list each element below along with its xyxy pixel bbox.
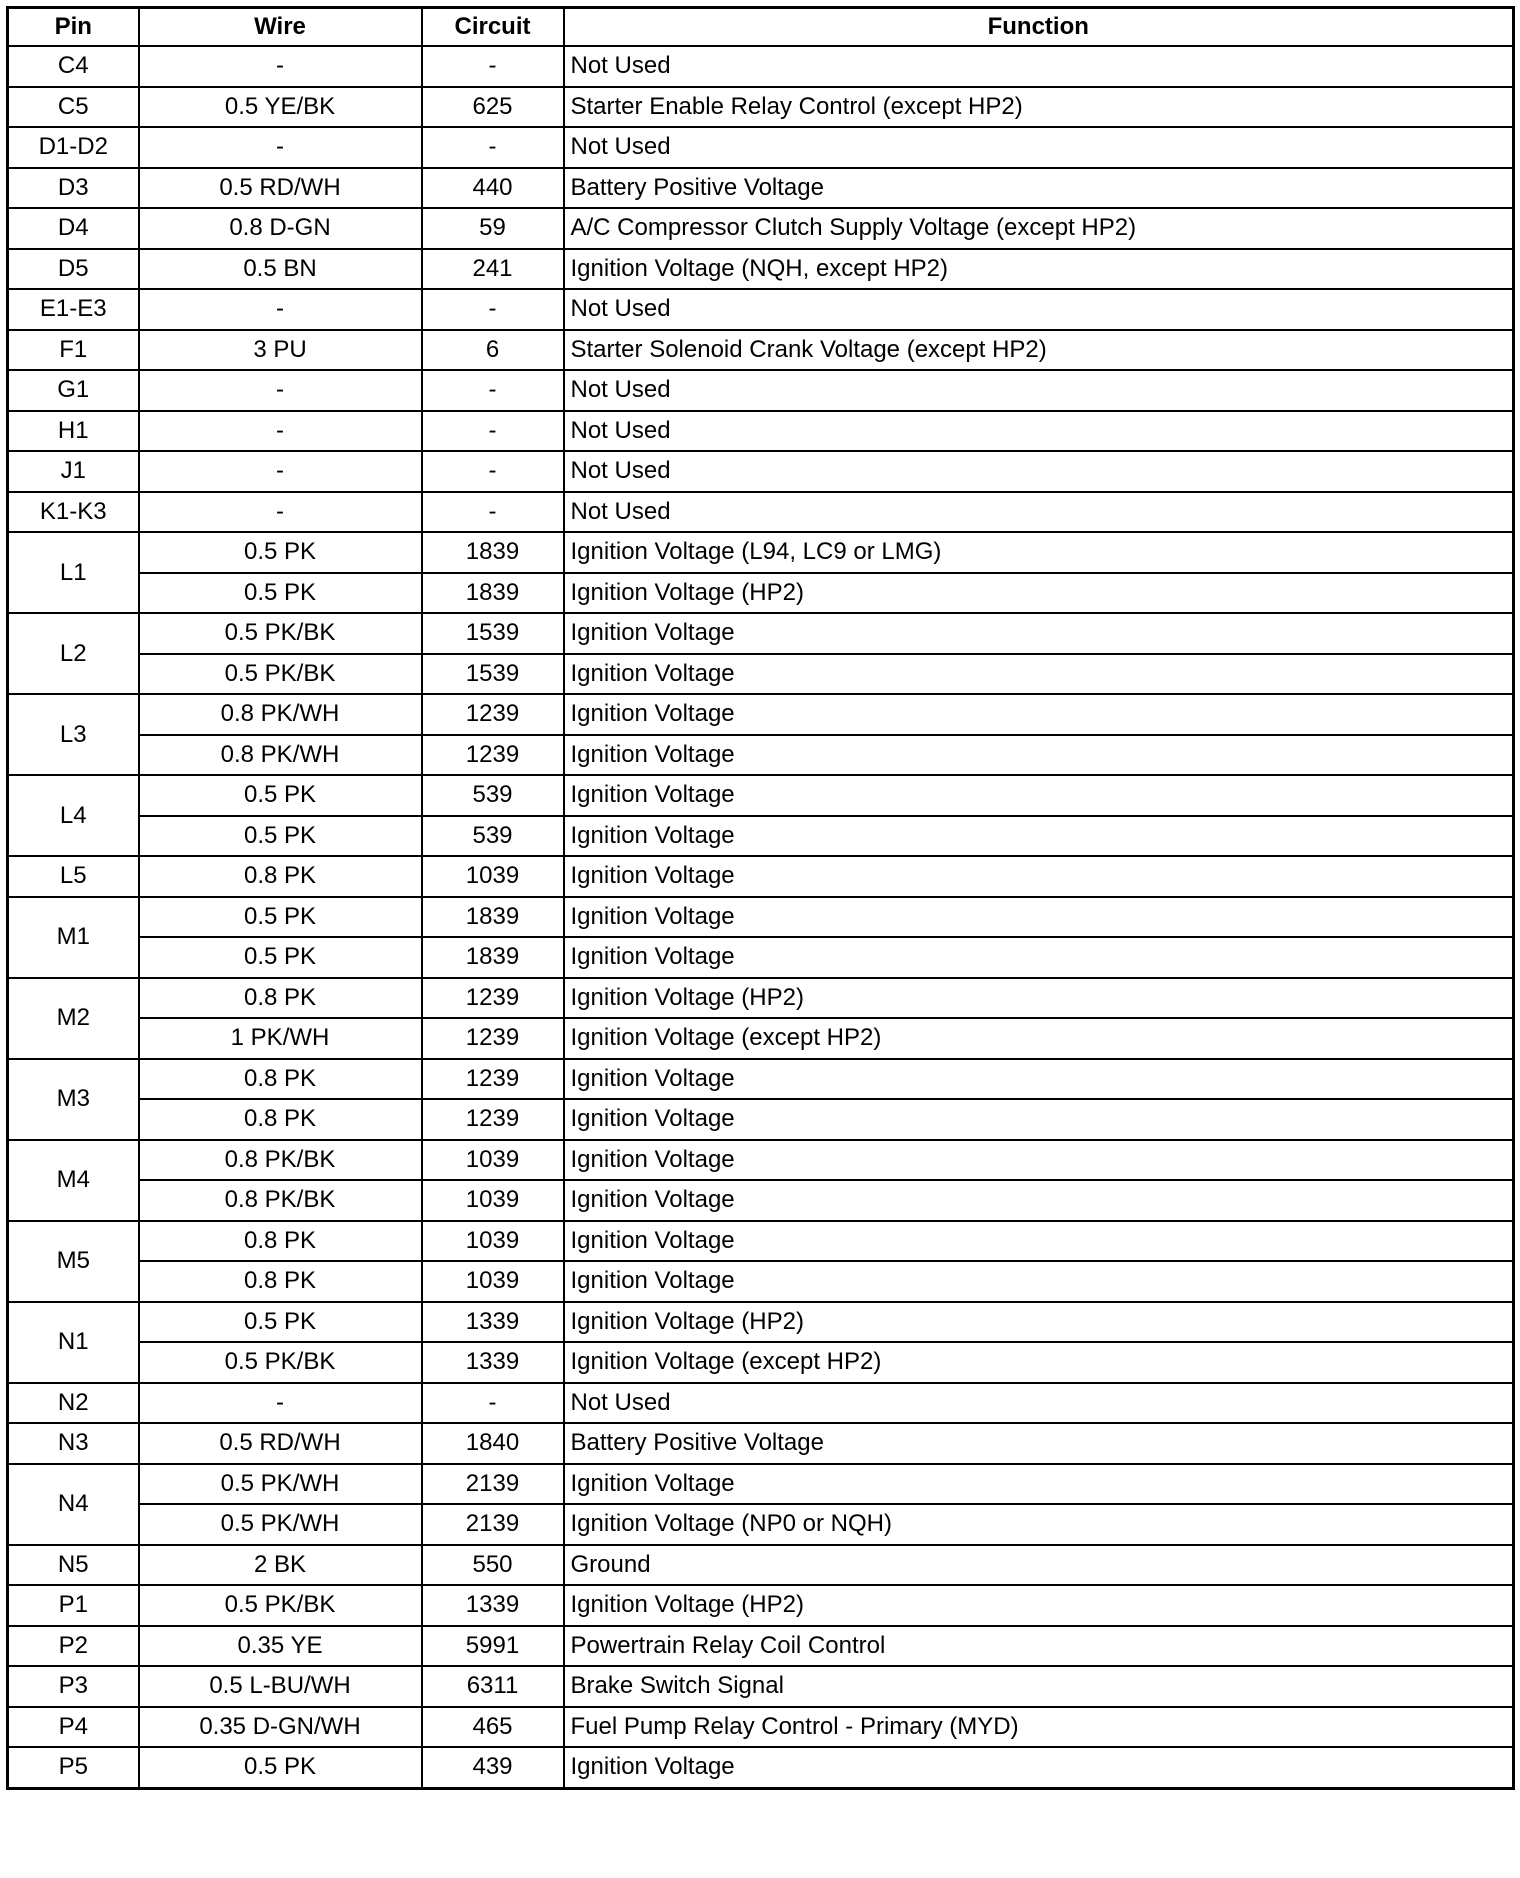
wire-cell: 0.8 PK/BK [139,1140,422,1181]
wire-cell: 0.35 D-GN/WH [139,1707,422,1748]
table-row [8,1180,1514,1221]
circuit-cell: 1839 [422,532,564,573]
function-cell: Ignition Voltage [564,856,1514,897]
wire-cell: 0.5 RD/WH [139,1423,422,1464]
circuit-cell: - [422,370,564,411]
function-cell: Ignition Voltage [564,775,1514,816]
table-row [8,168,1514,209]
wire-cell: - [139,127,422,168]
table-row [8,1585,1514,1626]
function-cell: Fuel Pump Relay Control - Primary (MYD) [564,1707,1514,1748]
circuit-cell: 1539 [422,613,564,654]
table-row [8,249,1514,290]
pin-cell: N5 [8,1545,139,1586]
wire-cell: 0.35 YE [139,1626,422,1667]
pin-cell: C5 [8,87,139,128]
circuit-cell: 625 [422,87,564,128]
pin-cell: D5 [8,249,139,290]
wire-cell: 0.8 PK/WH [139,735,422,776]
wire-cell: 2 BK [139,1545,422,1586]
circuit-cell: - [422,289,564,330]
wire-cell: 0.5 PK [139,897,422,938]
wire-cell: 0.8 PK [139,1261,422,1302]
pin-cell: L4 [8,775,139,856]
wire-cell: 0.8 PK [139,1059,422,1100]
wire-cell: 0.5 PK/WH [139,1504,422,1545]
pin-cell: F1 [8,330,139,371]
wire-cell: 0.8 PK/BK [139,1180,422,1221]
wire-cell: - [139,46,422,87]
table-row [8,1383,1514,1424]
circuit-cell: 1039 [422,856,564,897]
pinout-table [6,6,1515,1790]
table-row [8,1140,1514,1181]
wire-cell: 0.5 PK/BK [139,1585,422,1626]
table-row [8,1423,1514,1464]
circuit-cell: 2139 [422,1464,564,1505]
table-row [8,856,1514,897]
pin-cell: J1 [8,451,139,492]
pin-cell: H1 [8,411,139,452]
function-cell: Ignition Voltage [564,1464,1514,1505]
function-cell: Ignition Voltage (HP2) [564,573,1514,614]
circuit-cell: 1239 [422,735,564,776]
function-cell: Ground [564,1545,1514,1586]
wire-cell: 0.5 L-BU/WH [139,1666,422,1707]
table-header [8,8,1514,47]
function-cell: Ignition Voltage [564,1261,1514,1302]
pin-cell: M1 [8,897,139,978]
wire-cell: 0.5 YE/BK [139,87,422,128]
function-cell: Ignition Voltage [564,816,1514,857]
pin-cell: N1 [8,1302,139,1383]
header-row [8,8,1514,47]
wire-cell: - [139,289,422,330]
table-row [8,1626,1514,1667]
circuit-cell: 539 [422,775,564,816]
wire-cell: 0.5 PK [139,816,422,857]
wire-cell: - [139,492,422,533]
pin-cell: P5 [8,1747,139,1788]
function-cell: Not Used [564,492,1514,533]
circuit-cell: 1839 [422,937,564,978]
function-cell: Ignition Voltage (L94, LC9 or LMG) [564,532,1514,573]
circuit-cell: - [422,46,564,87]
wire-cell: - [139,1383,422,1424]
function-cell: Ignition Voltage [564,1180,1514,1221]
wire-cell: 0.8 PK [139,1099,422,1140]
function-cell: Powertrain Relay Coil Control [564,1626,1514,1667]
circuit-cell: 465 [422,1707,564,1748]
header-wire: Wire [139,8,422,47]
circuit-cell: 241 [422,249,564,290]
table-row [8,1545,1514,1586]
header-pin: Pin [8,8,139,47]
function-cell: Starter Solenoid Crank Voltage (except HP2) [564,330,1514,371]
table-row [8,1342,1514,1383]
table-row [8,1099,1514,1140]
wire-cell: 3 PU [139,330,422,371]
table-row [8,87,1514,128]
header-function: Function [564,8,1514,47]
pin-cell: E1-E3 [8,289,139,330]
table-row [8,1302,1514,1343]
table-row [8,1747,1514,1788]
table-row [8,451,1514,492]
function-cell: Ignition Voltage [564,1140,1514,1181]
table-row [8,613,1514,654]
function-cell: Not Used [564,451,1514,492]
pin-cell: L2 [8,613,139,694]
circuit-cell: 6311 [422,1666,564,1707]
circuit-cell: 1839 [422,897,564,938]
table-row [8,775,1514,816]
function-cell: A/C Compressor Clutch Supply Voltage (except HP2) [564,208,1514,249]
pin-cell: N4 [8,1464,139,1545]
table-row [8,1059,1514,1100]
pin-cell: C4 [8,46,139,87]
function-cell: Ignition Voltage [564,1099,1514,1140]
function-cell: Ignition Voltage [564,613,1514,654]
circuit-cell: 440 [422,168,564,209]
pin-cell: G1 [8,370,139,411]
circuit-cell: 1239 [422,1059,564,1100]
function-cell: Not Used [564,127,1514,168]
wire-cell: - [139,451,422,492]
table-row [8,816,1514,857]
wire-cell: 0.5 PK/BK [139,1342,422,1383]
wire-cell: 0.5 PK [139,573,422,614]
circuit-cell: - [422,411,564,452]
function-cell: Ignition Voltage [564,694,1514,735]
table-row [8,411,1514,452]
function-cell: Not Used [564,289,1514,330]
function-cell: Ignition Voltage [564,897,1514,938]
pin-cell: M2 [8,978,139,1059]
wire-cell: 0.5 PK/WH [139,1464,422,1505]
table-row [8,937,1514,978]
circuit-cell: - [422,1383,564,1424]
wire-cell: 0.8 PK [139,978,422,1019]
wire-cell: 0.5 BN [139,249,422,290]
table-row [8,1504,1514,1545]
table-row [8,1666,1514,1707]
table-row [8,573,1514,614]
function-cell: Ignition Voltage [564,735,1514,776]
table-row [8,492,1514,533]
wire-cell: 0.5 PK [139,1747,422,1788]
circuit-cell: - [422,451,564,492]
circuit-cell: 1840 [422,1423,564,1464]
function-cell: Not Used [564,411,1514,452]
table-row [8,127,1514,168]
function-cell: Ignition Voltage (HP2) [564,978,1514,1019]
pin-cell: N2 [8,1383,139,1424]
wire-cell: 0.5 PK [139,1302,422,1343]
circuit-cell: 550 [422,1545,564,1586]
function-cell: Ignition Voltage [564,654,1514,695]
pin-cell: P2 [8,1626,139,1667]
circuit-cell: 5991 [422,1626,564,1667]
circuit-cell: 1039 [422,1180,564,1221]
table-row [8,735,1514,776]
pin-cell: N3 [8,1423,139,1464]
circuit-cell: 1539 [422,654,564,695]
wire-cell: 0.5 PK [139,532,422,573]
function-cell: Ignition Voltage [564,1059,1514,1100]
table-row [8,532,1514,573]
circuit-cell: 1239 [422,694,564,735]
pin-cell: K1-K3 [8,492,139,533]
circuit-cell: - [422,127,564,168]
function-cell: Ignition Voltage (HP2) [564,1585,1514,1626]
circuit-cell: 1239 [422,1018,564,1059]
wire-cell: 1 PK/WH [139,1018,422,1059]
table-row [8,654,1514,695]
pin-cell: D3 [8,168,139,209]
pin-cell: L5 [8,856,139,897]
function-cell: Ignition Voltage (except HP2) [564,1342,1514,1383]
function-cell: Ignition Voltage [564,1221,1514,1262]
function-cell: Ignition Voltage (except HP2) [564,1018,1514,1059]
header-circuit: Circuit [422,8,564,47]
function-cell: Not Used [564,46,1514,87]
table-row [8,1221,1514,1262]
circuit-cell: 59 [422,208,564,249]
table-row [8,1018,1514,1059]
wire-cell: 0.8 D-GN [139,208,422,249]
table-row [8,289,1514,330]
function-cell: Battery Positive Voltage [564,1423,1514,1464]
wire-cell: 0.8 PK/WH [139,694,422,735]
function-cell: Not Used [564,1383,1514,1424]
table-row [8,1707,1514,1748]
circuit-cell: 439 [422,1747,564,1788]
table-row [8,694,1514,735]
table-row [8,897,1514,938]
function-cell: Ignition Voltage [564,937,1514,978]
circuit-cell: 1039 [422,1261,564,1302]
table-row [8,370,1514,411]
table-row [8,1261,1514,1302]
pin-cell: M3 [8,1059,139,1140]
circuit-cell: 1039 [422,1221,564,1262]
table-row [8,330,1514,371]
circuit-cell: 1839 [422,573,564,614]
pin-cell: P4 [8,1707,139,1748]
function-cell: Ignition Voltage (HP2) [564,1302,1514,1343]
pin-cell: P1 [8,1585,139,1626]
circuit-cell: 1339 [422,1342,564,1383]
function-cell: Battery Positive Voltage [564,168,1514,209]
pin-cell: D1-D2 [8,127,139,168]
circuit-cell: - [422,492,564,533]
circuit-cell: 1239 [422,978,564,1019]
circuit-cell: 6 [422,330,564,371]
pin-cell: L1 [8,532,139,613]
pin-cell: L3 [8,694,139,775]
pin-cell: M4 [8,1140,139,1221]
wire-cell: 0.5 PK [139,775,422,816]
wire-cell: 0.5 RD/WH [139,168,422,209]
table-row [8,978,1514,1019]
wire-cell: 0.8 PK [139,1221,422,1262]
wire-cell: 0.5 PK/BK [139,654,422,695]
wire-cell: - [139,411,422,452]
circuit-cell: 2139 [422,1504,564,1545]
circuit-cell: 1239 [422,1099,564,1140]
wire-cell: 0.5 PK [139,937,422,978]
circuit-cell: 539 [422,816,564,857]
table-row [8,1464,1514,1505]
pin-cell: M5 [8,1221,139,1302]
pin-cell: P3 [8,1666,139,1707]
wire-cell: - [139,370,422,411]
circuit-cell: 1339 [422,1302,564,1343]
table-row [8,46,1514,87]
circuit-cell: 1039 [422,1140,564,1181]
function-cell: Ignition Voltage (NQH, except HP2) [564,249,1514,290]
wire-cell: 0.5 PK/BK [139,613,422,654]
table-body [8,46,1514,1788]
circuit-cell: 1339 [422,1585,564,1626]
wire-cell: 0.8 PK [139,856,422,897]
function-cell: Ignition Voltage [564,1747,1514,1788]
function-cell: Starter Enable Relay Control (except HP2) [564,87,1514,128]
function-cell: Not Used [564,370,1514,411]
pin-cell: D4 [8,208,139,249]
table-row [8,208,1514,249]
function-cell: Ignition Voltage (NP0 or NQH) [564,1504,1514,1545]
function-cell: Brake Switch Signal [564,1666,1514,1707]
